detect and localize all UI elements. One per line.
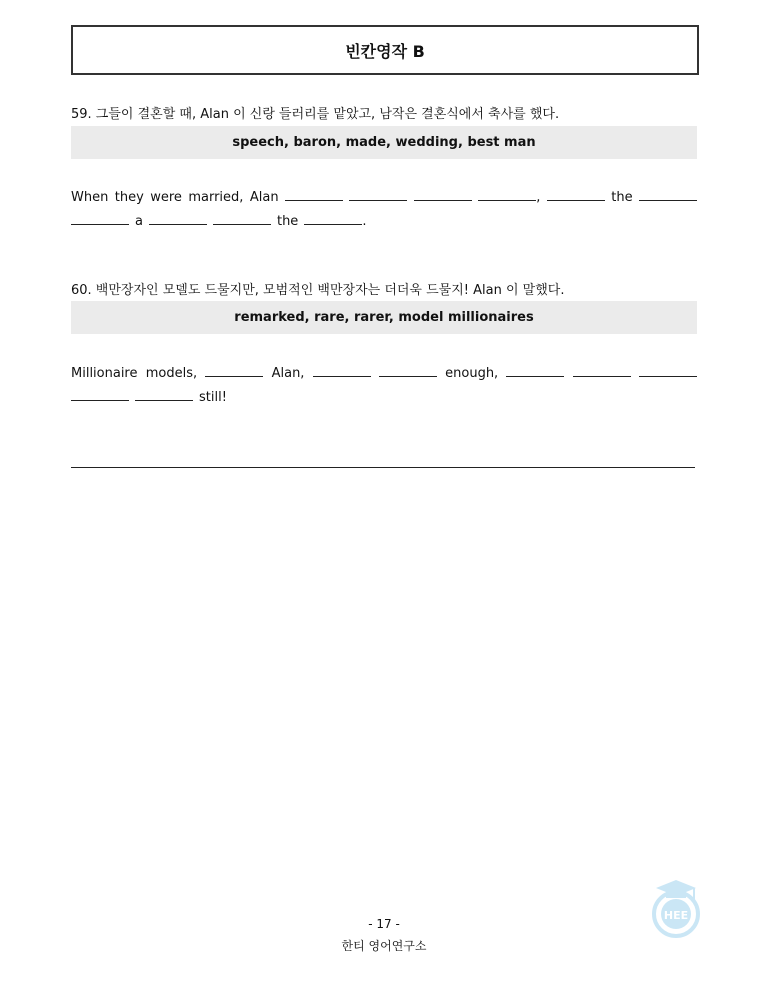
answer-word: the [611,190,633,205]
section-divider [71,467,695,468]
graduation-cap-logo-icon [644,872,708,944]
word-bank-text: speech, baron, made, wedding, best man [232,135,536,150]
answer-line-2 [71,210,697,234]
worksheet-title-text: 빈칸영작 B [345,41,425,61]
answer-blank[interactable] [349,188,407,201]
answer-blank[interactable] [71,388,129,401]
answer-blank[interactable] [547,188,605,201]
page-number: - 17 - [368,917,400,931]
footer-organization: 한티 영어연구소 [341,939,427,953]
word-bank-text: remarked, rare, rarer, model millionaires [234,310,534,325]
answer-blank[interactable] [506,364,564,377]
answer-word: they [114,190,144,205]
answer-word: the [276,214,299,229]
question-59-prompt: 59. 그들이 결혼할 때, Alan 이 신랑 들러리를 맡았고, 남작은 결혼식에서 축사를 했다. [71,107,560,122]
answer-blank[interactable] [478,188,536,201]
answer-line-2 [71,386,697,410]
question-60-answer [71,362,697,410]
answer-blank[interactable] [285,188,343,201]
question-59-word-bank [71,126,697,159]
answer-blank[interactable] [639,188,697,201]
answer-blank[interactable] [304,212,362,225]
answer-word: still! [199,390,227,405]
answer-blank[interactable] [205,364,263,377]
answer-word: enough, [445,366,499,381]
answer-word: Alan, [271,366,305,381]
answer-blank[interactable] [149,212,207,225]
answer-line-1 [71,186,697,210]
answer-word: a [135,214,143,229]
answer-blank[interactable] [135,388,193,401]
answer-blank[interactable] [573,364,631,377]
answer-line-1 [71,362,697,386]
answer-blank[interactable] [379,364,437,377]
answer-blank[interactable] [71,212,129,225]
logo-text: HEE [663,909,689,922]
answer-blank[interactable] [414,188,472,201]
answer-word: models, [145,366,198,381]
answer-blank[interactable] [313,364,371,377]
answer-blank[interactable] [213,212,271,225]
question-59-answer [71,186,697,234]
answer-word: When [71,190,109,205]
question-60-prompt: 60. 백만장자인 모델도 드물지만, 모범적인 백만장자는 더더욱 드물지! Alan 이 말했다. [71,283,565,298]
worksheet-title [71,25,699,75]
answer-comma: , [536,190,541,205]
answer-word: married, [188,190,244,205]
answer-word: Millionaire [71,366,138,381]
answer-period: . [362,214,367,229]
answer-word: Alan [249,190,279,205]
answer-blank[interactable] [639,364,697,377]
answer-word: were [150,190,182,205]
question-60-word-bank [71,301,697,334]
